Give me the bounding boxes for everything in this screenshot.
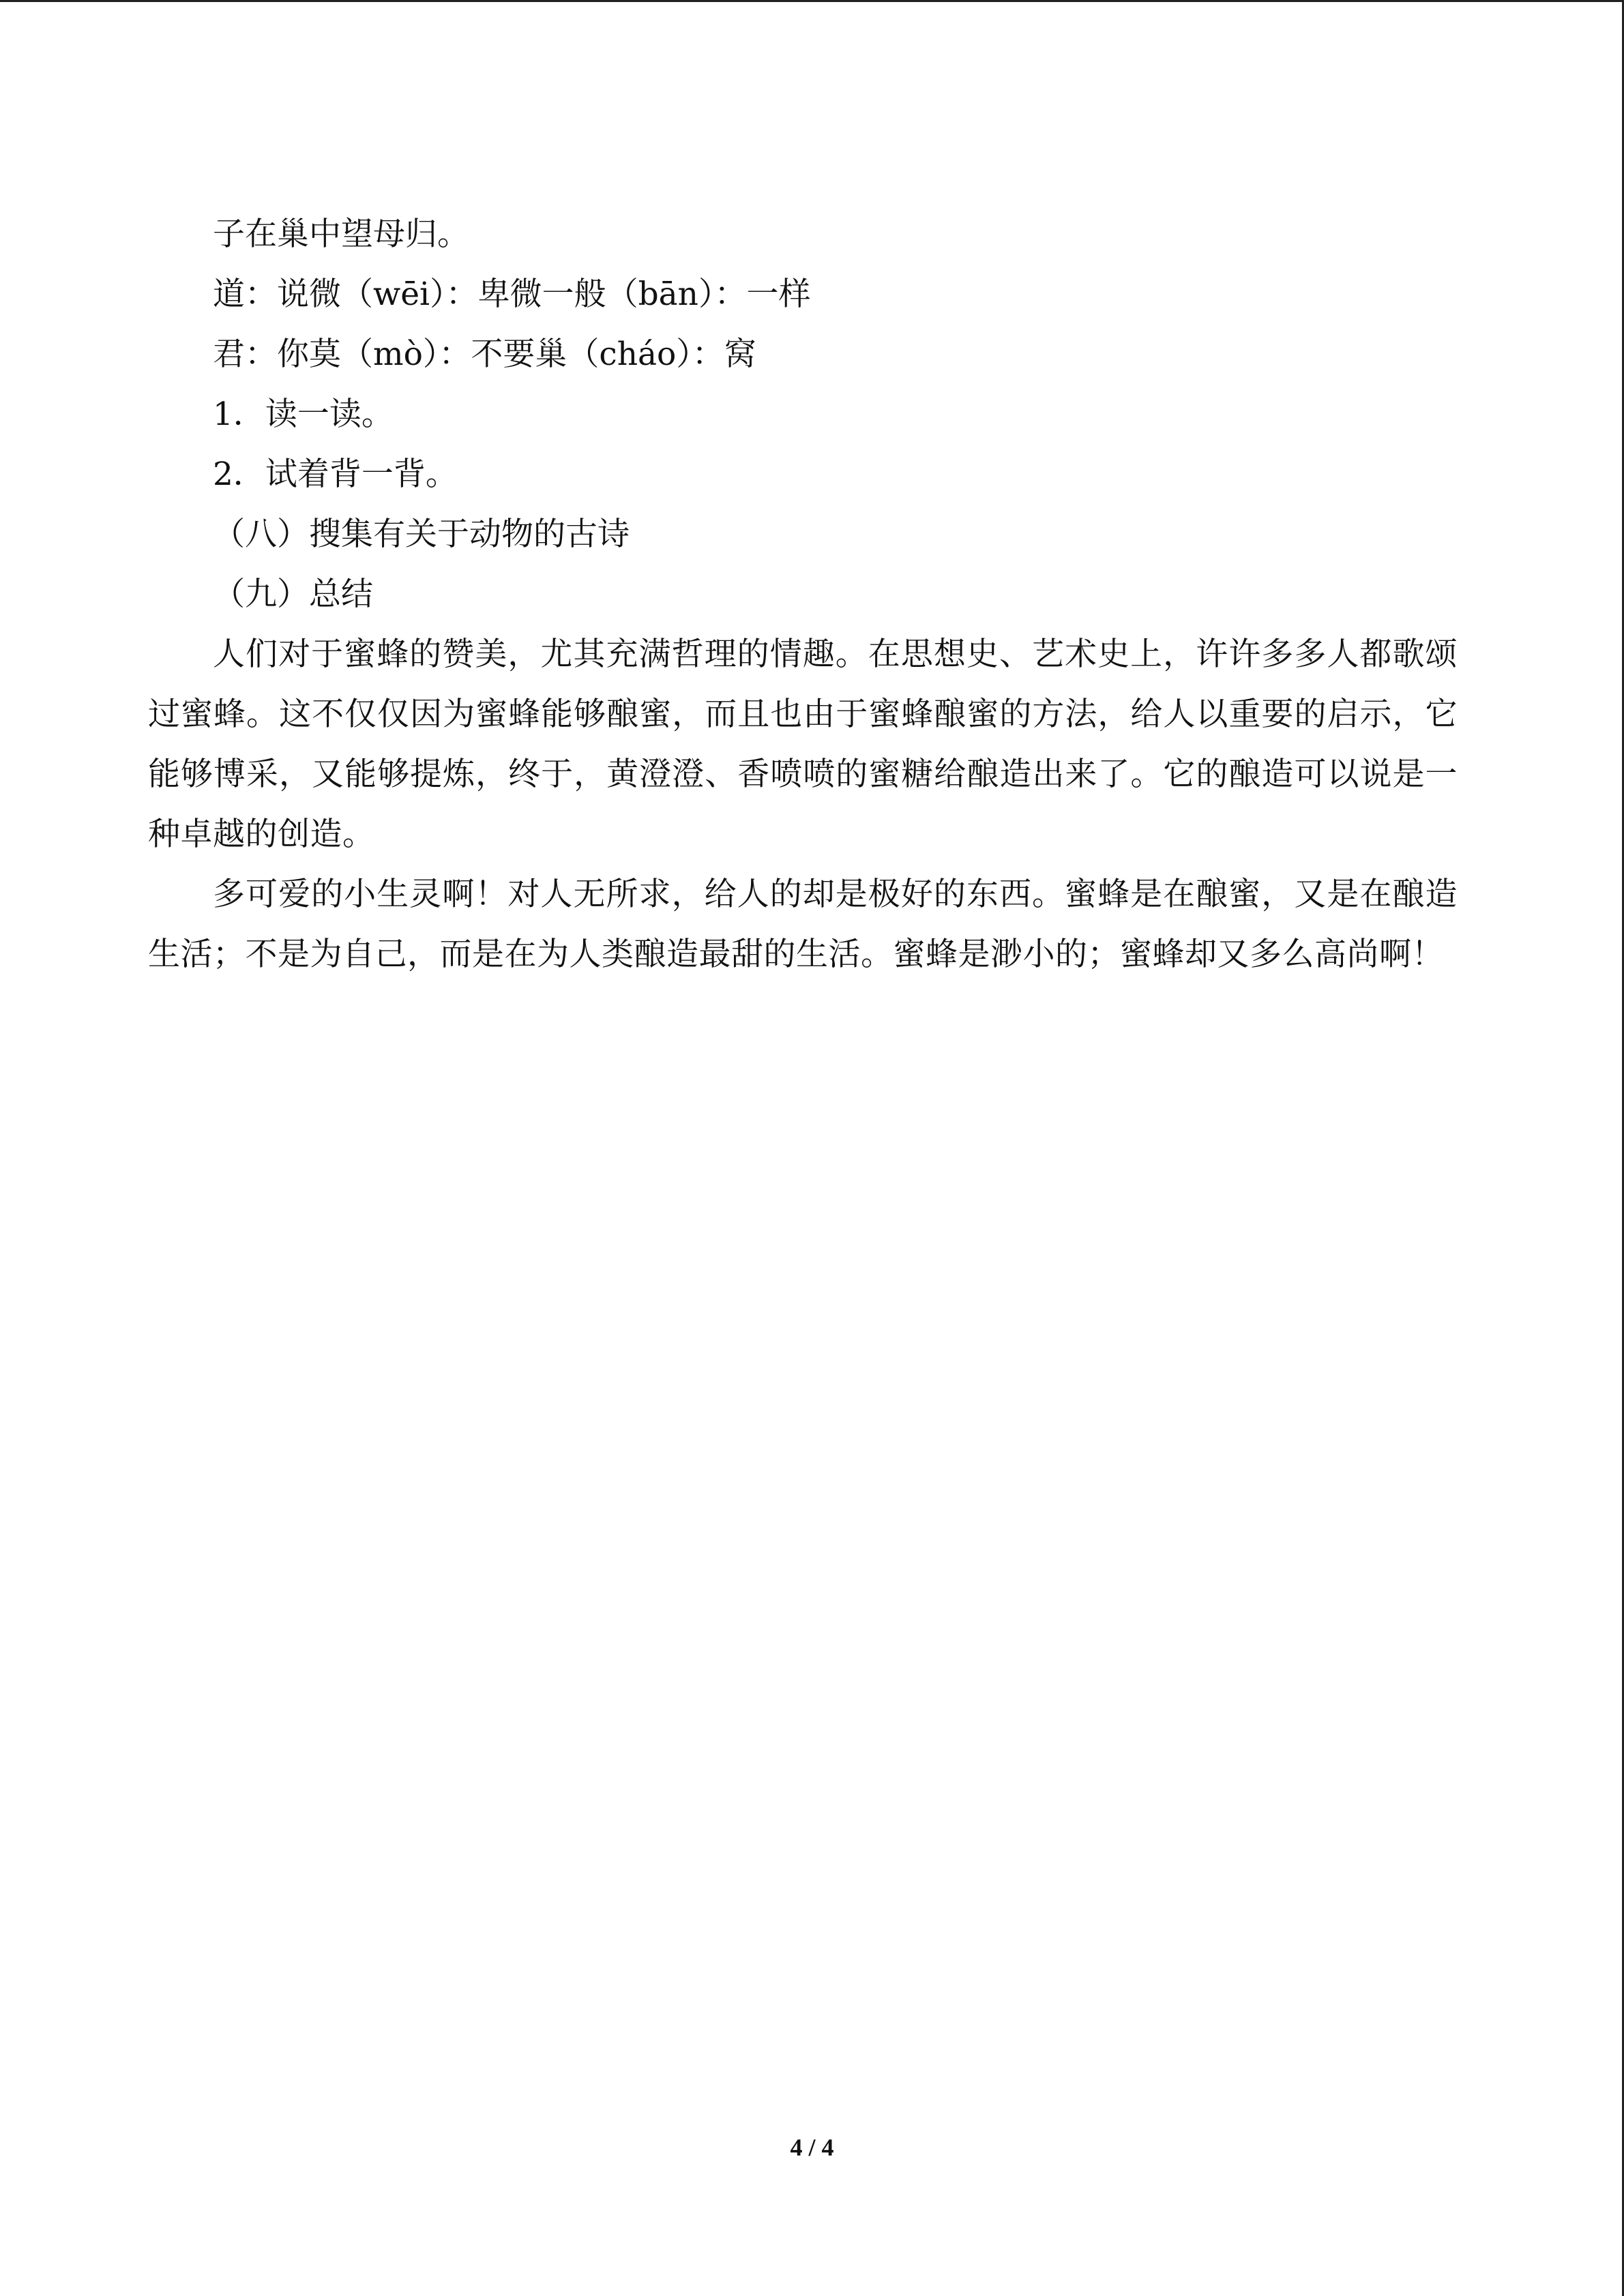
section-heading-9: （九）总结: [213, 576, 373, 613]
gloss-mo: 莫（mò）：不要: [309, 336, 535, 373]
gloss-yiban: 一般（bān）：一样: [542, 275, 811, 313]
page-top-border: [0, 0, 1624, 2]
task-recite: 2．试着背一背。: [213, 456, 458, 493]
gloss-wei: 微（wēi）：卑微: [309, 275, 542, 313]
poem-line-tail: 子在巢中望母归。: [213, 215, 469, 253]
summary-paragraph-2: 多可爱的小生灵啊！对人无所求，给人的却是极好的东西。蜜蜂是在酿蜜，又是在酿造生活；不是为自己，而是在为人类酿造最甜的生活。蜜蜂是渺小的；蜜蜂却又多么高尚啊！: [148, 876, 1458, 973]
gloss-row-2: [148, 325, 1458, 385]
gloss-chao: 巢（cháo）：窝: [535, 336, 756, 373]
document-body: [148, 205, 1458, 985]
summary-paragraph-1: 人们对于蜜蜂的赞美，尤其充满哲理的情趣。在思想史、艺术史上，许许多多人都歌颂过蜜蜂。这不仅仅因为蜜蜂能够酿蜜，而且也由于蜜蜂酿蜜的方法，给人以重要的启示，它能够博采，又能够提炼，终于，黄澄澄、香喷喷的蜜糖给酿造出来了。它的酿造可以说是一种卓越的创造。: [148, 636, 1458, 853]
page-number: 4 / 4: [790, 2134, 834, 2161]
section-heading-8: （八）搜集有关于动物的古诗: [213, 516, 630, 553]
task-read: 1．读一读。: [213, 396, 394, 433]
gloss-dao: 道：说: [213, 275, 309, 313]
gloss-row-1: [148, 265, 1458, 325]
gloss-jun: 君：你: [213, 336, 309, 373]
